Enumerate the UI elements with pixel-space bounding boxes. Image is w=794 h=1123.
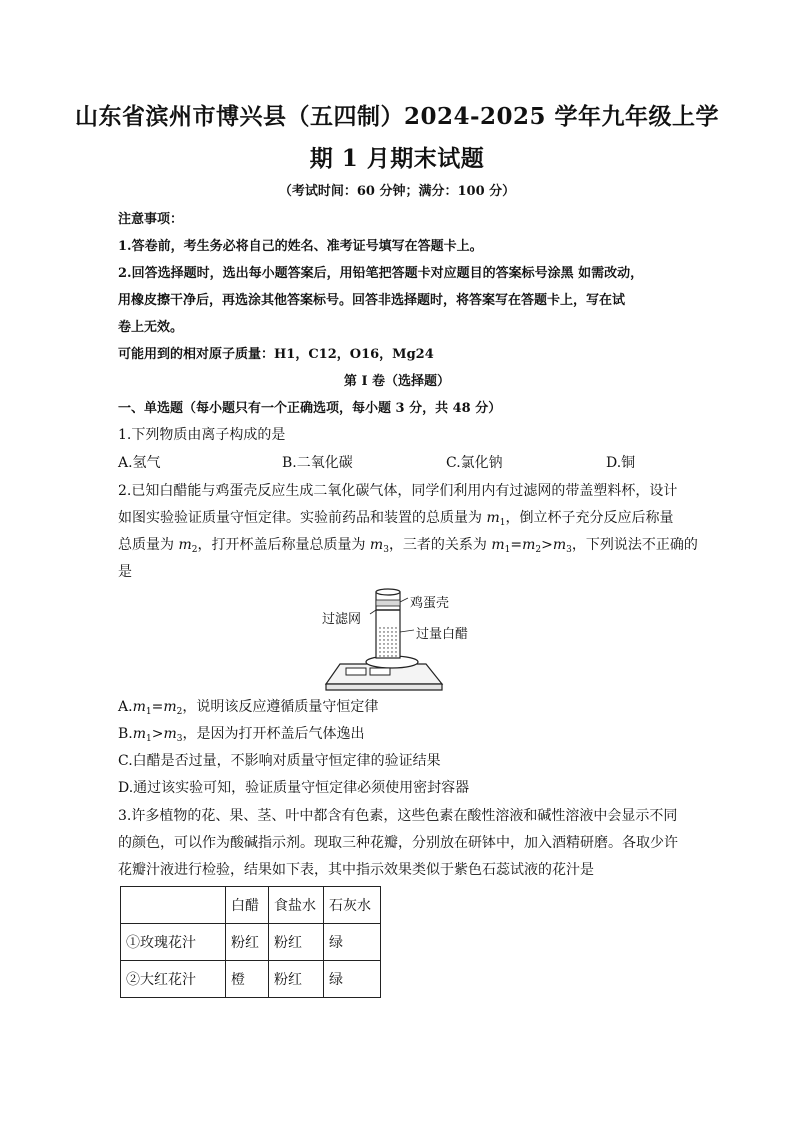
table-header-cell: 白醋 bbox=[226, 887, 269, 924]
q2-option-a: $A.m_1=m_2$，说明该反应遵循质量守恒定律 bbox=[118, 699, 379, 717]
notes-heading: 注意事项： bbox=[118, 212, 184, 227]
q2-option-d: D.通过该实验可知，验证质量守恒定律必须使用密封容器 bbox=[118, 780, 470, 796]
table-header-row bbox=[121, 887, 381, 924]
table-cell: 橙 bbox=[226, 961, 269, 998]
table-header-cell: 食盐水 bbox=[269, 887, 324, 924]
figure-label-eggshell: 鸡蛋壳 bbox=[410, 596, 450, 611]
notes-item-2-line1: 2.回答选择题时，选出每小题答案后，用铅笔把答题卡对应题目的答案标号涂黑 如需改动， bbox=[118, 266, 644, 281]
table-cell: 粉红 bbox=[269, 961, 324, 998]
q2-line4: 是 bbox=[118, 564, 132, 580]
table-cell: ①玫瑰花汁 bbox=[121, 924, 226, 961]
exam-info: （考试时间：60 分钟；满分：100 分） bbox=[278, 184, 516, 199]
q2-option-c: C.白醋是否过量，不影响对质量守恒定律的验证结果 bbox=[118, 753, 441, 769]
exam-title-line2: 期 1 月期末试题 bbox=[309, 145, 485, 172]
q1-option-c: C.氯化钠 bbox=[446, 455, 503, 471]
q2-line2: 如图实验验证质量守恒定律。实验前药品和装置的总质量为 $m_1$，倒立杯子充分反应后称量 bbox=[118, 510, 674, 528]
table-cell: 粉红 bbox=[269, 924, 324, 961]
volume-title: 第 I 卷（选择题） bbox=[343, 374, 451, 389]
table-cell: 粉红 bbox=[226, 924, 269, 961]
notes-item-2-line3: 卷上无效。 bbox=[118, 320, 184, 335]
atomic-mass-note: 可能用到的相对原子质量：H1，C12，O16，Mg24 bbox=[118, 347, 434, 362]
figure-label-filter: 过滤网 bbox=[322, 612, 362, 627]
figure-label-vinegar: 过量白醋 bbox=[416, 627, 469, 642]
q3-results-table bbox=[120, 886, 381, 998]
table-cell: 绿 bbox=[324, 924, 381, 961]
q3-line1: 3.许多植物的花、果、茎、叶中都含有色素，这些色素在酸性溶液和碱性溶液中会显示不同 bbox=[118, 808, 678, 824]
table-header-cell: 石灰水 bbox=[324, 887, 381, 924]
exam-title-line1: 山东省滨州市博兴县（五四制）2024-2025 学年九年级上学 bbox=[74, 103, 720, 130]
table-header-cell bbox=[121, 887, 226, 924]
q2-line1: 2.已知白醋能与鸡蛋壳反应生成二氧化碳气体，同学们利用内有过滤网的带盖塑料杯，设计 bbox=[118, 483, 678, 499]
q1-stem: 1.下列物质由离子构成的是 bbox=[118, 427, 286, 443]
q1-option-a: A.氢气 bbox=[118, 455, 161, 471]
notes-item-1: 1.答卷前，考生务必将自己的姓名、准考证号填写在答题卡上。 bbox=[118, 239, 483, 254]
table-cell: ②大红花汁 bbox=[121, 961, 226, 998]
q3-line2: 的颜色，可以作为酸碱指示剂。现取三种花瓣，分别放在研钵中，加入酒精研磨。各取少许 bbox=[118, 835, 678, 851]
table-cell: 绿 bbox=[324, 961, 381, 998]
table-row bbox=[121, 961, 381, 998]
q1-option-d: D.铜 bbox=[606, 455, 636, 471]
section1-title: 一、单选题（每小题只有一个正确选项，每小题 3 分，共 48 分） bbox=[118, 401, 502, 416]
table-row bbox=[121, 924, 381, 961]
q2-option-b: $B.m_1>m_3$，是因为打开杯盖后气体逸出 bbox=[118, 726, 365, 744]
q3-line3: 花瓣汁液进行检验，结果如下表，其中指示效果类似于紫色石蕊试液的花汁是 bbox=[118, 862, 594, 878]
notes-item-2-line2: 用橡皮擦干净后，再选涂其他答案标号。回答非选择题时，将答案写在答题卡上，写在试 bbox=[118, 293, 626, 308]
q2-line3: 总质量为 $m_2$，打开杯盖后称量总质量为 $m_3$，三者的关系为 $m_1=m_2>m_3$，下列说法不正确的 bbox=[118, 537, 698, 555]
q1-option-b: B.二氧化碳 bbox=[282, 455, 353, 471]
